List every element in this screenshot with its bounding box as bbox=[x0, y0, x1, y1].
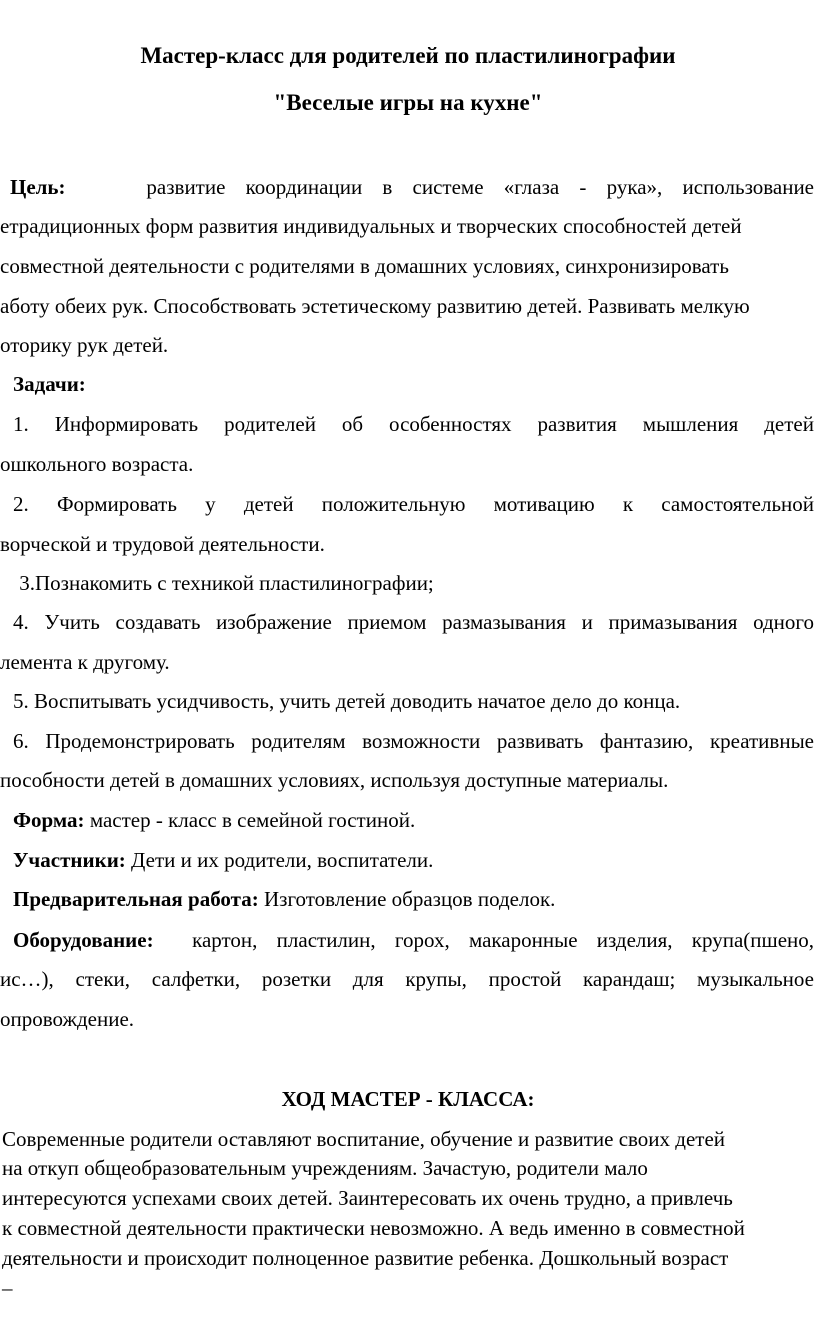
goal-label: Цель: bbox=[10, 175, 66, 199]
task-1-line-1: 1. Информировать родителей об особенностях развития мышления детей bbox=[13, 412, 814, 436]
goal-line-1 bbox=[10, 173, 814, 201]
task-1-line-2: ошкольного возраста. bbox=[0, 452, 194, 476]
document-title-line-1: Мастер-класс для родителей по пластилинографии bbox=[140, 43, 676, 68]
equipment-line-3: опровождение. bbox=[0, 1007, 135, 1031]
goal-line-2: етрадиционных форм развития индивидуальных и творческих способностей детей bbox=[0, 214, 742, 238]
course-line-1: Современные родители оставляют воспитание, обучение и развитие своих детей bbox=[2, 1127, 726, 1151]
prep-line bbox=[13, 885, 555, 913]
equipment-label: Оборудование: bbox=[13, 928, 154, 952]
equipment-line-2: ис…), стеки, салфетки, розетки для крупы, простой карандаш; музыкальное bbox=[0, 967, 814, 991]
task-6-line-1: 6. Продемонстрировать родителям возможности развивать фантазию, креативные bbox=[13, 729, 814, 753]
goal-line-3: совместной деятельности с родителями в домашних условиях, синхронизировать bbox=[0, 254, 729, 278]
course-title: ХОД МАСТЕР - КЛАССА: bbox=[281, 1087, 535, 1111]
form-text: мастер - класс в семейной гостиной. bbox=[84, 808, 416, 832]
course-line-4: к совместной деятельности практически невозможно. А ведь именно в совместной bbox=[2, 1216, 745, 1240]
participants-label: Участники: bbox=[13, 848, 126, 872]
goal-line-4: аботу обеих рук. Способствовать эстетическому развитию детей. Развивать мелкую bbox=[0, 294, 750, 318]
task-4-line-2: лемента к другому. bbox=[0, 650, 170, 674]
participants-line bbox=[13, 846, 433, 874]
form-label: Форма: bbox=[13, 808, 85, 832]
form-line bbox=[13, 806, 415, 834]
equipment-line-1 bbox=[13, 926, 814, 954]
course-line-3: интересуются успехами своих детей. Заинтересовать их очень трудно, а привлечь bbox=[2, 1186, 733, 1210]
document-title-line-2: "Веселые игры на кухне" bbox=[273, 90, 543, 115]
task-6-line-2: пособности детей в домашних условиях, используя доступные материалы. bbox=[0, 768, 669, 792]
prep-label: Предварительная работа: bbox=[13, 887, 259, 911]
task-2-line-2: ворческой и трудовой деятельности. bbox=[0, 532, 325, 556]
equipment-text-1: картон, пластилин, горох, макаронные изделия, крупа(пшено, bbox=[192, 928, 814, 952]
course-line-5: деятельности и происходит полноценное развитие ребенка. Дошкольный возраст bbox=[2, 1246, 729, 1270]
course-line-2: на откуп общеобразовательным учреждениям. Зачастую, родители мало bbox=[2, 1156, 648, 1180]
prep-text: Изготовление образцов поделок. bbox=[258, 887, 556, 911]
task-5-line: 5. Воспитывать усидчивость, учить детей доводить начатое дело до конца. bbox=[13, 689, 681, 713]
task-3-line: 3.Познакомить с техникой пластилинографии; bbox=[14, 571, 434, 595]
course-line-6: – bbox=[2, 1276, 13, 1300]
task-4-line-1: 4. Учить создавать изображение приемом размазывания и примазывания одного bbox=[13, 610, 814, 634]
goal-line-5: оторику рук детей. bbox=[0, 333, 169, 357]
task-2-line-1: 2. Формировать у детей положительную мотивацию к самостоятельной bbox=[13, 492, 814, 516]
participants-text: Дети и их родители, воспитатели. bbox=[125, 848, 434, 872]
tasks-label: Задачи: bbox=[13, 372, 86, 396]
goal-text-1: развитие координации в системе «глаза - рука», использование bbox=[146, 175, 815, 199]
